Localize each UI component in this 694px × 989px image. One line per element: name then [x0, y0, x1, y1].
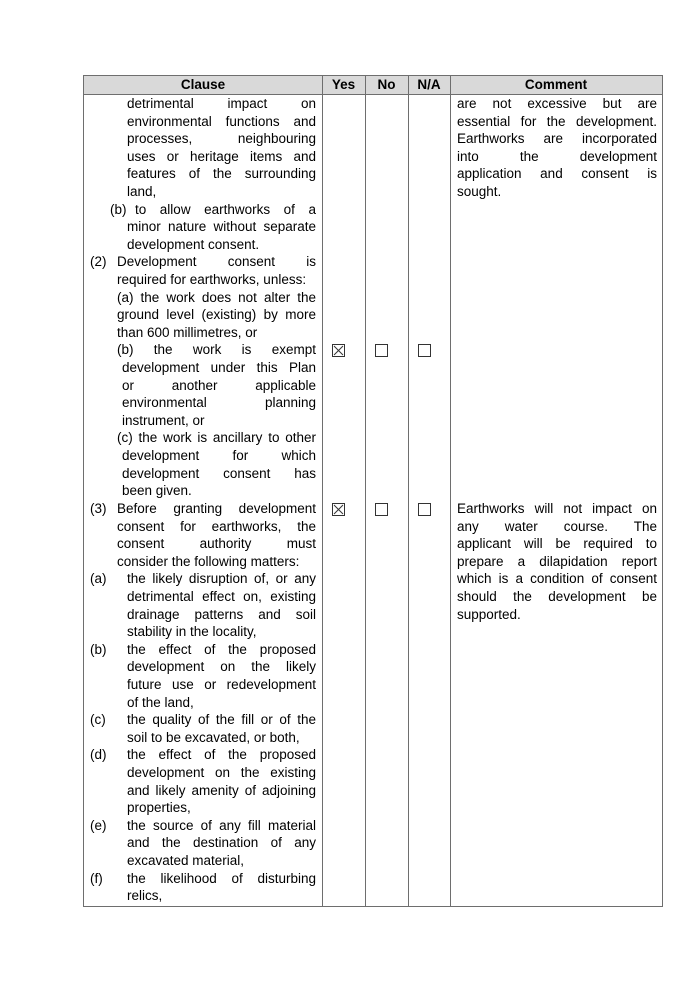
check-cross-icon: [333, 345, 344, 356]
clause-1b: [127, 201, 316, 254]
clause-2: [117, 253, 316, 341]
text-line: and likely amenity of adjoining: [127, 782, 316, 798]
text-line: prepare a dilapidation report: [457, 553, 657, 569]
item-label: (e): [90, 817, 107, 833]
text-line: drainage patterns and soil: [127, 606, 316, 622]
comment-2: [457, 500, 657, 623]
text-line: excavated material,: [127, 852, 245, 868]
clause-continuation: [127, 95, 316, 201]
text-line: supported.: [457, 606, 521, 622]
text-line: required for earthworks, unless:: [117, 271, 307, 287]
clause-number: (3): [90, 501, 107, 516]
column-divider: [365, 76, 366, 906]
text-line: (c) the work is ancillary to other: [117, 430, 316, 446]
text-line: of the land,: [127, 694, 194, 710]
text-line: soil to be excavated, or both,: [127, 729, 300, 745]
na-checkbox[interactable]: [418, 344, 431, 357]
clause-2c: [117, 429, 316, 499]
text-line: consider the following matters:: [117, 553, 300, 569]
text-line: Earthworks are incorporated: [457, 131, 657, 147]
item-label: (f): [90, 870, 103, 886]
header-yes: Yes: [331, 77, 356, 92]
text-line: stability in the locality,: [127, 624, 257, 640]
text-line: development for which: [122, 447, 316, 463]
text-line: uses or heritage items and: [127, 148, 316, 164]
header-no: No: [377, 77, 396, 92]
yes-checkbox[interactable]: [332, 503, 345, 516]
na-checkbox[interactable]: [418, 503, 431, 516]
column-divider: [450, 76, 451, 906]
text-line: essential for the development.: [457, 113, 657, 129]
text-line: which is a condition of consent: [457, 571, 657, 587]
text-line: environmental functions and: [127, 113, 316, 129]
text-line: detrimental effect on, existing: [127, 588, 316, 604]
text-line: development on the existing: [127, 764, 316, 780]
text-line: consent authority must: [117, 536, 316, 552]
no-checkbox[interactable]: [375, 344, 388, 357]
text-line: future use or redevelopment: [127, 676, 316, 692]
text-line: development on the likely: [127, 659, 316, 675]
matter-c: [127, 711, 316, 746]
text-line: sought.: [457, 183, 502, 199]
matter-d: [127, 746, 316, 816]
text-line: development under this Plan: [122, 359, 316, 375]
matter-e: [127, 817, 316, 870]
text-line: features of the surrounding: [127, 166, 316, 182]
text-line: the effect of the proposed: [127, 641, 316, 657]
text-line: minor nature without separate: [127, 219, 316, 235]
text-line: any water course. The: [457, 518, 657, 534]
text-line: land,: [127, 183, 157, 199]
text-line: Development consent is: [117, 254, 316, 270]
clause-3: [117, 500, 316, 570]
header-na: N/A: [417, 77, 441, 92]
text-line: or another applicable: [122, 377, 316, 393]
compliance-table: [83, 75, 663, 907]
column-divider: [322, 76, 323, 906]
item-label: (b): [110, 201, 127, 217]
text-line: application and consent is: [457, 166, 657, 182]
text-line: Earthworks will not impact on: [457, 501, 657, 516]
no-checkbox[interactable]: [375, 503, 388, 516]
header-comment: Comment: [524, 77, 588, 92]
yes-checkbox[interactable]: [332, 344, 345, 357]
header-clause: Clause: [180, 77, 226, 92]
text-line: the effect of the proposed: [127, 747, 316, 763]
check-cross-icon: [333, 504, 344, 515]
text-line: the source of any fill material: [127, 817, 316, 833]
clause-2b: [117, 341, 316, 429]
text-line: the likelihood of disturbing: [127, 870, 316, 886]
text-line: been given.: [122, 483, 192, 499]
text-line: (a) the work does not alter the: [117, 289, 316, 305]
item-label: (d): [90, 747, 107, 763]
text-line: relics,: [127, 888, 163, 904]
text-line: consent for earthworks, the: [117, 518, 316, 534]
text-line: the likely disruption of, or any: [127, 571, 316, 587]
text-line: (b) the work is exempt: [117, 342, 316, 358]
text-line: development consent has: [122, 465, 316, 481]
text-line: Before granting development: [117, 501, 316, 516]
text-line: detrimental impact on: [127, 96, 316, 111]
text-line: applicant will be required to: [457, 536, 657, 552]
text-line: than 600 millimetres, or: [117, 324, 258, 340]
text-line: processes, neighbouring: [127, 131, 316, 147]
text-line: development consent.: [127, 236, 260, 252]
text-line: should the development be: [457, 588, 657, 604]
text-line: the quality of the fill or of the: [127, 712, 316, 728]
text-line: to allow earthworks of a: [135, 201, 316, 217]
text-line: instrument, or: [122, 412, 205, 428]
text-line: environmental planning: [122, 395, 316, 411]
item-label: (a): [90, 571, 107, 587]
table-header: [84, 76, 662, 95]
matter-b: [127, 641, 316, 711]
comment-1: [457, 95, 657, 201]
text-line: properties,: [127, 800, 191, 816]
matter-a: [127, 570, 316, 640]
text-line: are not excessive but are: [457, 96, 657, 111]
item-label: (b): [90, 641, 107, 657]
matter-f: [127, 870, 316, 905]
clause-number: (2): [90, 254, 107, 270]
text-line: and the destination of any: [127, 835, 316, 851]
text-line: ground level (existing) by more: [117, 307, 316, 323]
item-label: (c): [90, 712, 106, 728]
text-line: into the development: [457, 148, 657, 164]
column-divider: [408, 76, 409, 906]
